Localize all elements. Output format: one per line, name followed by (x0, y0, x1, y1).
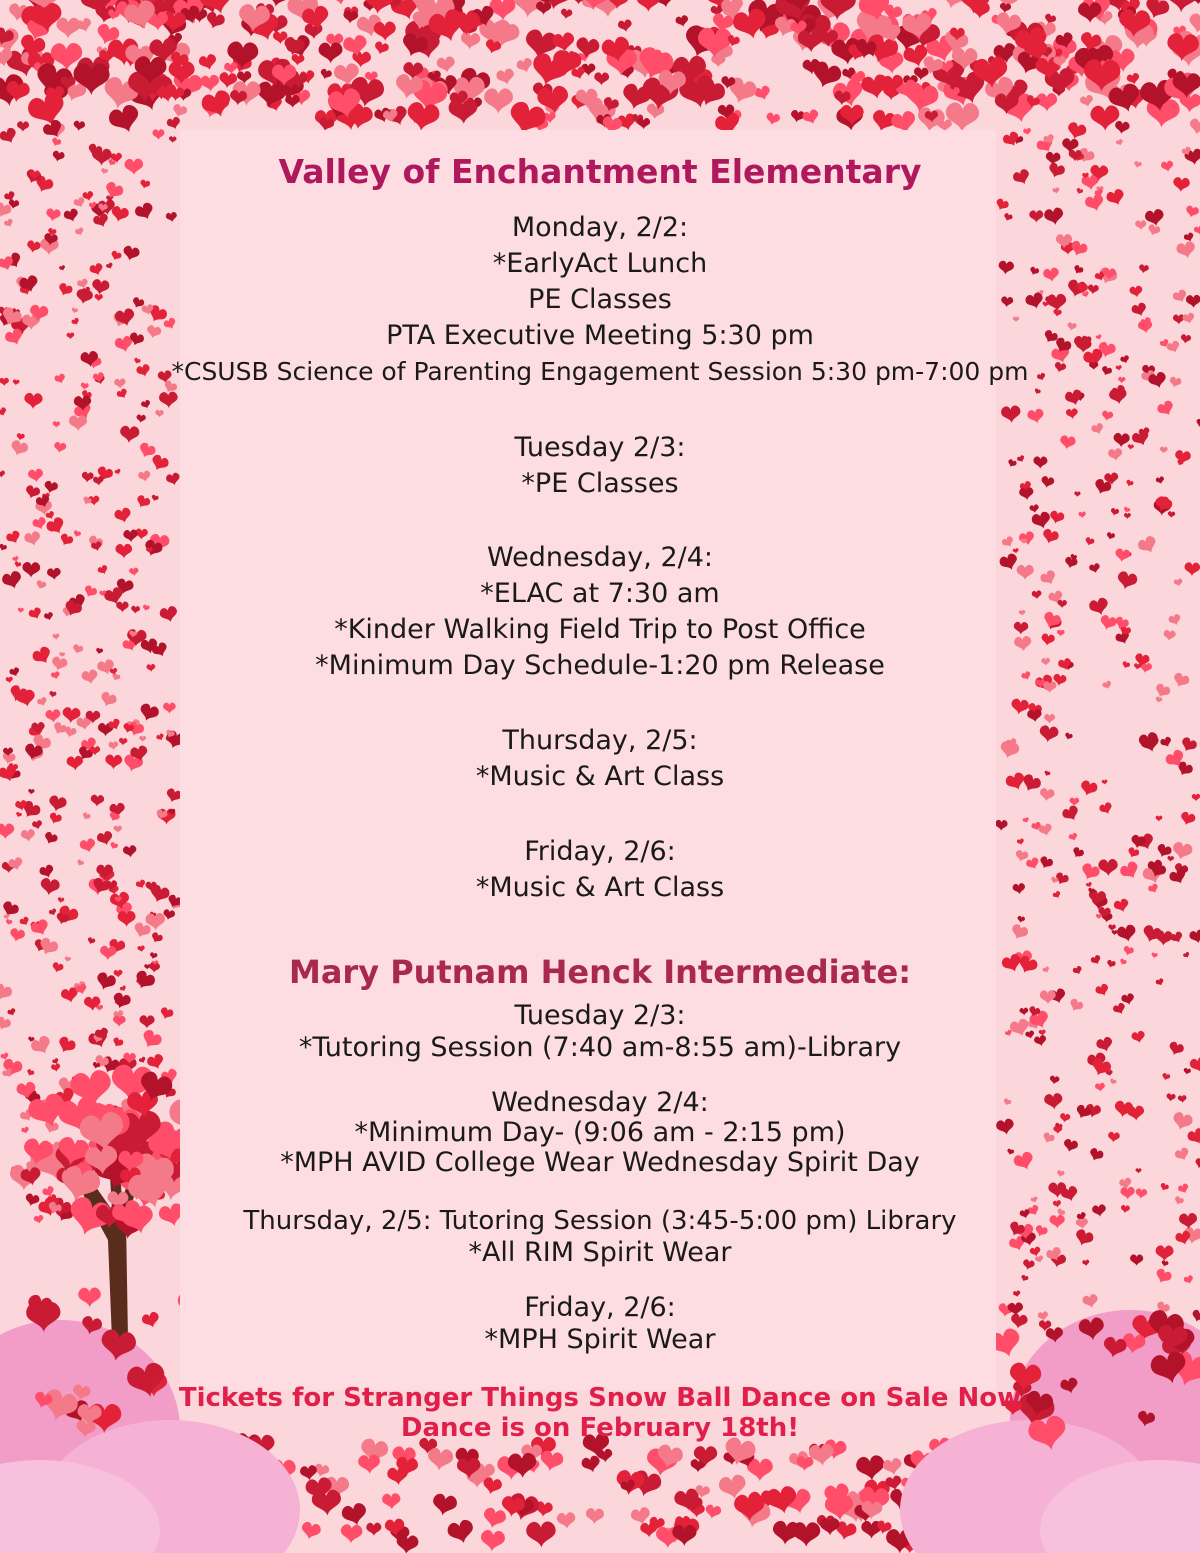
mph-wednesday (0, 1088, 1200, 1178)
day-heading: Wednesday 2/4: (491, 1087, 709, 1118)
event-item: *CSUSB Science of Parenting Engagement Session 5:30 pm-7:00 pm (171, 357, 1029, 386)
dance-tickets-line: Tickets for Stranger Things Snow Ball Dance on Sale Now (178, 1383, 1022, 1413)
valley-friday (0, 834, 1200, 906)
day-heading: Tuesday 2/3: (514, 432, 686, 463)
valley-wednesday (0, 540, 1200, 684)
event-item: *ELAC at 7:30 am (480, 578, 720, 609)
day-heading: Thursday, 2/5: Tutoring Session (3:45-5:00 pm) Library (243, 1206, 957, 1236)
event-item: *MPH Spirit Wear (484, 1324, 716, 1355)
valley-thursday (0, 723, 1200, 795)
event-item: PE Classes (528, 284, 672, 315)
event-item: *Minimum Day- (9:06 am - 2:15 pm) (354, 1117, 846, 1148)
day-heading: Friday, 2/6: (524, 836, 676, 867)
dance-announcement (0, 1383, 1200, 1443)
event-item: *EarlyAct Lunch (492, 248, 708, 279)
mph-tuesday (0, 1000, 1200, 1064)
page-title: Valley of Enchantment Elementary (278, 152, 922, 191)
event-item: *Tutoring Session (7:40 am-8:55 am)-Library (298, 1032, 902, 1063)
event-item: *Minimum Day Schedule-1:20 pm Release (315, 650, 885, 681)
mph-thursday (0, 1205, 1200, 1269)
event-item: *Music & Art Class (475, 761, 725, 792)
event-item: *Kinder Walking Field Trip to Post Office (334, 614, 866, 645)
day-heading: Tuesday 2/3: (514, 1000, 686, 1031)
day-heading: Friday, 2/6: (524, 1292, 676, 1323)
event-item: *Music & Art Class (475, 872, 725, 903)
day-heading: Wednesday, 2/4: (486, 542, 714, 573)
day-heading: Thursday, 2/5: (502, 725, 698, 756)
section-title-mph: Mary Putnam Henck Intermediate: (288, 953, 912, 991)
mph-friday (0, 1292, 1200, 1356)
event-item: *All RIM Spirit Wear (468, 1237, 732, 1268)
valley-monday (0, 210, 1200, 390)
event-item: *PE Classes (521, 468, 679, 499)
event-item: PTA Executive Meeting 5:30 pm (386, 320, 814, 351)
day-heading: Monday, 2/2: (511, 212, 689, 243)
valley-tuesday (0, 430, 1200, 502)
event-item: *MPH AVID College Wear Wednesday Spirit Day (280, 1147, 920, 1178)
dance-date-line: Dance is on February 18th! (400, 1413, 800, 1443)
